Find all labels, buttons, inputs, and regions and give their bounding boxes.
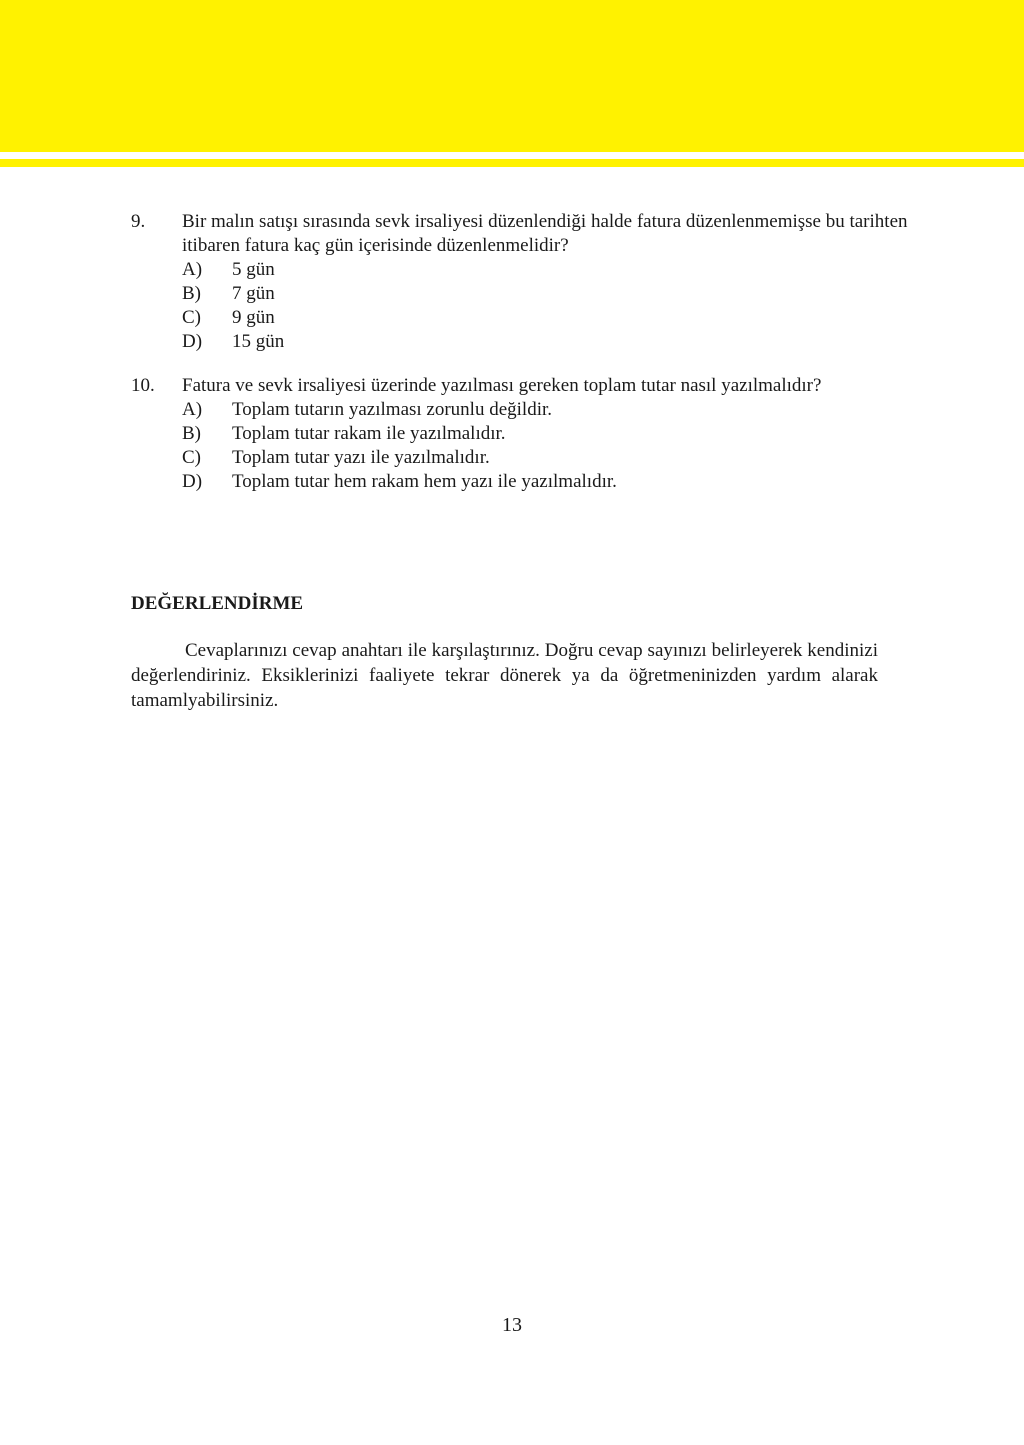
question-text: Bir malın satışı sırasında sevk irsaliyesi düzenlendiği halde fatura düzenlenmemişse bu tarihten itibaren fatura kaç gün içerisinde düzenlenmelidir?	[182, 211, 908, 256]
question-number: 9.	[131, 211, 146, 232]
option-list	[182, 398, 882, 494]
option-letter: A)	[182, 399, 203, 420]
header-stripe	[0, 159, 1024, 167]
option-letter: B)	[182, 423, 201, 444]
option-letter: D)	[182, 331, 203, 352]
option-c	[182, 446, 882, 470]
header-band	[0, 0, 1024, 152]
option-text: 7 gün	[232, 283, 275, 304]
question-text: Fatura ve sevk irsaliyesi üzerinde yazılması gereken toplam tutar nasıl yazılmalıdır?	[182, 375, 822, 396]
question-9	[131, 210, 911, 360]
option-text: 9 gün	[232, 307, 275, 328]
option-a	[182, 398, 882, 422]
evaluation-body: Cevaplarınızı cevap anahtarı ile karşılaştırınız. Doğru cevap sayınızı belirleyerek kendinizi değerlendiriniz. Eksiklerinizi faaliyete tekrar dönerek ya da öğretmeninizden yardım alarak tamamlyabilirsiniz.	[131, 640, 878, 711]
question-10	[131, 374, 911, 504]
evaluation-title: DEĞERLENDİRME	[131, 593, 304, 614]
option-text: Toplam tutar rakam ile yazılmalıdır.	[232, 423, 506, 444]
option-a	[182, 258, 882, 282]
option-list	[182, 258, 882, 354]
option-letter: A)	[182, 259, 203, 280]
option-text: 5 gün	[232, 259, 275, 280]
option-c	[182, 306, 882, 330]
option-text: Toplam tutar hem rakam hem yazı ile yazılmalıdır.	[232, 471, 617, 492]
option-text: Toplam tutarın yazılması zorunlu değildir.	[232, 399, 553, 420]
option-letter: D)	[182, 471, 203, 492]
option-b	[182, 422, 882, 446]
option-letter: C)	[182, 307, 201, 328]
option-b	[182, 282, 882, 306]
option-d	[182, 470, 882, 494]
option-text: Toplam tutar yazı ile yazılmalıdır.	[232, 447, 490, 468]
option-text: 15 gün	[232, 331, 285, 352]
option-d	[182, 330, 882, 354]
question-number: 10.	[131, 375, 155, 396]
option-letter: B)	[182, 283, 201, 304]
page-number: 13	[502, 1314, 522, 1336]
option-letter: C)	[182, 447, 201, 468]
